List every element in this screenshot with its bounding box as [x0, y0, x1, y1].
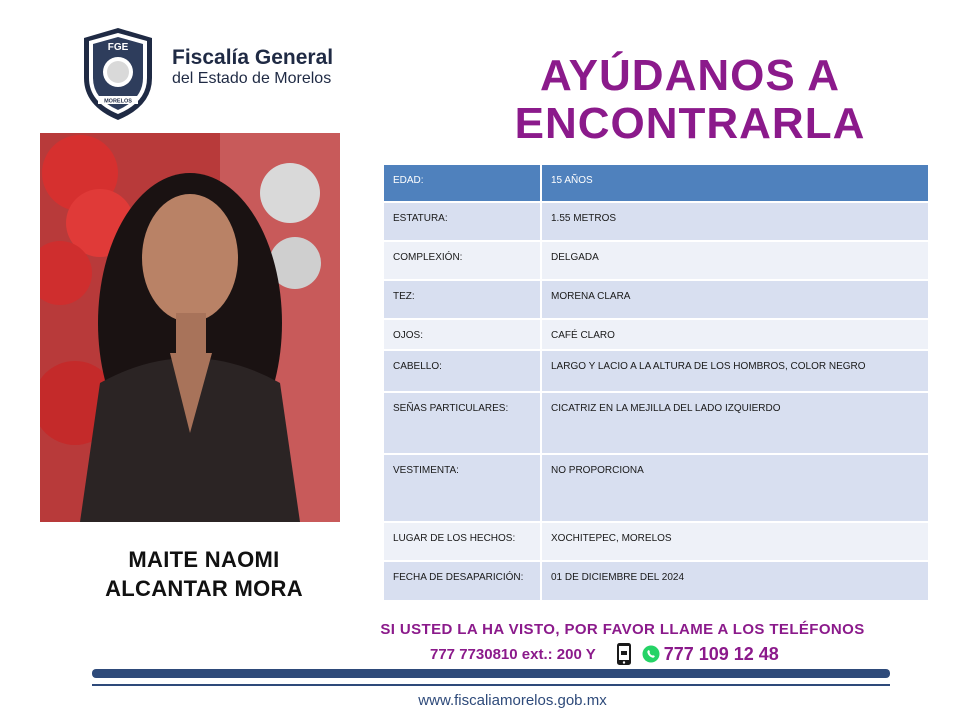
detail-label: FECHA DE DESAPARICIÓN:	[383, 561, 541, 601]
phone-number-whatsapp[interactable]: 777 109 12 48	[663, 643, 779, 664]
person-name-line1: MAITE NAOMI	[128, 547, 280, 572]
table-row	[383, 319, 929, 350]
table-row	[383, 561, 929, 601]
detail-value: LARGO Y LACIO A LA ALTURA DE LOS HOMBROS, COLOR NEGRO	[541, 350, 929, 392]
phone-number-office[interactable]: 777 7730810 ext.: 200 Y	[430, 645, 596, 663]
table-row	[383, 522, 929, 561]
organization-name	[172, 46, 333, 89]
table-row	[383, 454, 929, 522]
detail-value: 1.55 METROS	[541, 202, 929, 241]
detail-label: TEZ:	[383, 280, 541, 319]
detail-value: CAFÉ CLARO	[541, 319, 929, 350]
detail-value: DELGADA	[541, 241, 929, 280]
detail-label: EDAD:	[383, 164, 541, 202]
detail-value: CICATRIZ EN LA MEJILLA DEL LADO IZQUIERDO	[541, 392, 929, 454]
detail-label: ESTATURA:	[383, 202, 541, 241]
logo-ribbon-text: MORELOS	[104, 98, 132, 105]
headline	[450, 52, 930, 149]
detail-label: VESTIMENTA:	[383, 454, 541, 522]
footer-divider-thick	[92, 669, 890, 678]
details-table	[382, 163, 930, 602]
detail-value: 15 AÑOS	[541, 164, 929, 202]
org-name-line1: Fiscalía General	[172, 46, 334, 69]
website-link[interactable]: www.fiscaliamorelos.gob.mx	[418, 692, 607, 709]
table-row	[383, 392, 929, 454]
shield-icon	[80, 26, 156, 122]
person-name-line2: ALCANTAR MORA	[105, 575, 303, 601]
headline-line1: AYÚDANOS A	[539, 51, 841, 100]
table-row	[383, 241, 929, 280]
contact-instructions: SI USTED LA HA VISTO, POR FAVOR LLAME A LOS TELÉFONOS	[380, 621, 865, 638]
table-row	[383, 280, 929, 319]
contact-phones	[430, 641, 779, 667]
detail-label: SEÑAS PARTICULARES:	[383, 392, 541, 454]
fge-logo	[80, 26, 156, 122]
mobile-phone-icon	[616, 642, 632, 666]
missing-person-photo	[40, 133, 340, 522]
detail-label: COMPLEXIÓN:	[383, 241, 541, 280]
detail-label: OJOS:	[383, 319, 541, 350]
person-name	[70, 546, 338, 603]
table-row	[383, 202, 929, 241]
org-name-line2: del Estado de Morelos	[172, 70, 332, 88]
table-row	[383, 350, 929, 392]
detail-value: 01 DE DICIEMBRE DEL 2024	[541, 561, 929, 601]
detail-label: LUGAR DE LOS HECHOS:	[383, 522, 541, 561]
footer-divider-thin	[92, 684, 890, 686]
headline-line2: ENCONTRARLA	[514, 99, 866, 149]
whatsapp-icon	[642, 645, 660, 663]
detail-label: CABELLO:	[383, 350, 541, 392]
logo-badge-text: FGE	[107, 42, 129, 53]
detail-value: XOCHITEPEC, MORELOS	[541, 522, 929, 561]
detail-value: MORENA CLARA	[541, 280, 929, 319]
detail-value: NO PROPORCIONA	[541, 454, 929, 522]
table-row	[383, 164, 929, 202]
